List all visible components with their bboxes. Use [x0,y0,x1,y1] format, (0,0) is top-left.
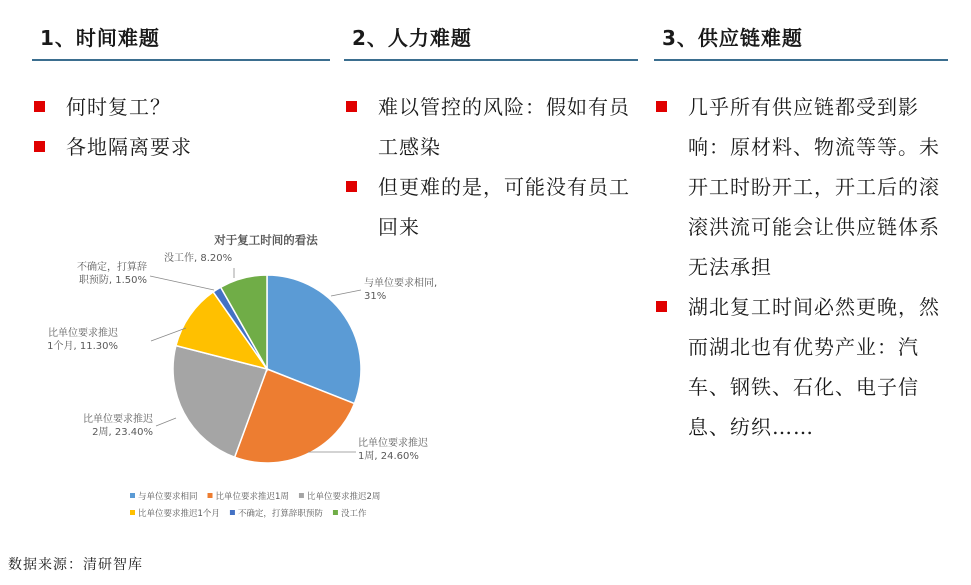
data-label-line: 比单位要求推迟 [83,414,153,425]
bullet-item [32,87,330,127]
legend-swatch-6 [333,510,338,515]
column-title: 2、人力难题 [344,18,638,61]
column-supply-chain-problem [654,18,948,447]
data-label-1 [364,276,437,302]
legend-swatch-3 [299,493,304,498]
bullet-text: 但更难的是，可能没有员工回来 [378,175,630,239]
legend-label-2: 比单位要求推迟1周 [215,492,289,502]
red-square-bullet-icon [34,101,45,112]
bullet-list [344,87,638,247]
legend-label-1: 与单位要求相同 [138,492,198,502]
data-label-line: 2周, 23.40% [92,427,153,438]
chart-title: 对于复工时间的看法 [214,233,318,247]
bullet-list [654,87,948,447]
leader-line-3 [156,418,176,426]
bullet-item [344,87,638,167]
pie-slices [173,275,361,463]
red-square-bullet-icon [346,181,357,192]
column-time-problem [32,18,330,167]
red-square-bullet-icon [656,301,667,312]
leader-line-5 [150,276,214,290]
bullet-text: 湖北复工时间必然更晚，然而湖北也有优势产业：汽车、钢铁、石化、电子信息、纺织…… [688,295,940,439]
bullet-text: 各地隔离要求 [66,135,192,159]
legend-label-4: 比单位要求推迟1个月 [138,509,220,519]
bullet-item [32,127,330,167]
data-label-line: 与单位要求相同, [364,278,438,289]
data-label-line: 没工作, 8.20% [164,253,233,264]
data-label-6 [164,251,232,264]
red-square-bullet-icon [656,101,667,112]
data-label-line: 不确定，打算辞 [77,262,147,273]
bullet-list [32,87,330,167]
data-label-line: 1周, 24.60% [358,451,419,462]
bullet-item [654,87,948,287]
column-title: 3、供应链难题 [654,18,948,61]
data-label-2 [358,436,428,462]
data-label-line: 职预防, 1.50% [78,275,147,286]
data-source: 数据来源：清研智库 [8,557,143,573]
bullet-text: 难以管控的风险：假如有员工感染 [378,95,630,159]
legend-swatch-5 [230,510,235,515]
legend-label-6: 没工作 [340,509,367,519]
data-label-5 [77,260,147,286]
legend-swatch-4 [130,510,135,515]
data-label-line: 比单位要求推迟 [48,328,118,339]
legend-label-3: 比单位要求推迟2周 [306,492,381,502]
legend-label-5: 不确定，打算辞职预防 [237,509,323,519]
red-square-bullet-icon [34,141,45,152]
column-title: 1、时间难题 [32,18,330,61]
bullet-item [654,287,948,447]
legend-swatch-1 [130,493,135,498]
legend-swatch-2 [208,493,213,498]
data-label-line: 1个月, 11.30% [47,341,118,352]
bullet-text: 几乎所有供应链都受到影响：原材料、物流等等。未开工时盼开工，开工后的滚滚洪流可能会让供应链体系无法承担 [688,95,940,279]
leader-line-1 [331,290,361,296]
chart-legend [130,491,380,519]
column-labor-problem [344,18,638,247]
red-square-bullet-icon [346,101,357,112]
pie-chart [47,228,438,528]
data-label-line: 比单位要求推迟 [358,438,428,449]
data-label-4 [47,326,118,352]
bullet-text: 何时复工？ [66,95,171,119]
data-label-line: 31% [364,291,387,302]
data-label-3 [83,412,153,438]
